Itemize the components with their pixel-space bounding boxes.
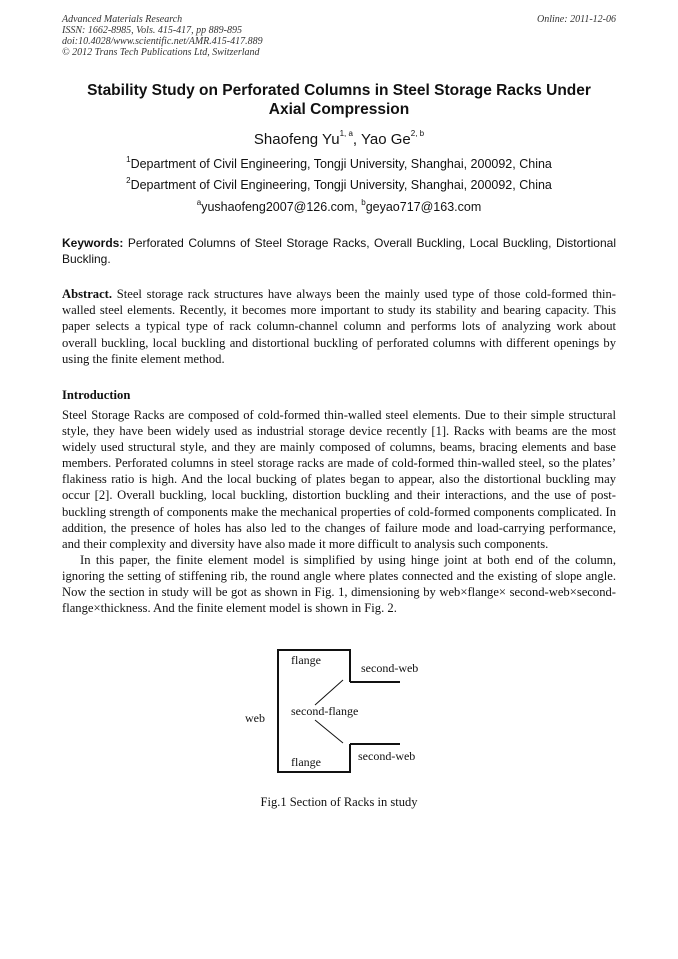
author-2-sup: 2, b: [410, 129, 425, 138]
label-flange-bottom: flange: [291, 755, 321, 769]
label-flange-top: flange: [291, 653, 321, 667]
affiliation-1-sup: 1: [126, 155, 131, 164]
doi-line: doi:10.4028/www.scientific.net/AMR.415-417.889: [62, 36, 263, 47]
title-line-2: Axial Compression: [268, 101, 410, 118]
affiliation-2-text: Department of Civil Engineering, Tongji University, Shanghai, 200092, China: [130, 178, 552, 192]
email-b[interactable]: geyao717@163.com: [365, 200, 482, 214]
author-line: [62, 131, 616, 148]
author-1-sup: 1, a: [339, 129, 353, 138]
journal-header: [62, 14, 263, 58]
label-second-web-bottom: second-web: [358, 749, 416, 763]
abstract-text: Steel storage rack structures have always been the mainly used type of those cold-formed thin-walled steel elements. Recently, it becomes more important to study its stability and bearing capacity. This paper selects a typical type of rack column-channel column and performs lots of analyzing work about overall buckling, local buckling and distortional buckling of perforated columns with different openings by using the finite element method.: [62, 287, 616, 366]
introduction-body: [62, 407, 616, 616]
figure-1-caption: Fig.1 Section of Racks in study: [260, 795, 418, 809]
email-a-sup: a: [196, 198, 202, 207]
email-b-sup: b: [361, 198, 366, 207]
email-a[interactable]: yushaofeng2007@126.com,: [201, 200, 362, 214]
introduction-heading: Introduction: [62, 388, 131, 402]
affiliation-1-text: Department of Civil Engineering, Tongji University, Shanghai, 200092, China: [130, 157, 552, 171]
affiliation-2-sup: 2: [126, 176, 131, 185]
label-web: web: [245, 711, 265, 725]
paper-title: [62, 81, 616, 119]
keywords-block: [62, 235, 616, 267]
keywords-text: Perforated Columns of Steel Storage Racks, Overall Buckling, Local Buckling, Distortional Buckling.: [62, 236, 616, 266]
journal-name: Advanced Materials Research: [62, 14, 183, 25]
author-2: Yao Ge: [360, 131, 411, 148]
email-line: [62, 200, 616, 214]
abstract-block: [62, 286, 616, 367]
leader-line-top: [315, 680, 343, 705]
keywords-label: Keywords:: [62, 236, 124, 250]
affiliation-2: [62, 178, 616, 192]
intro-paragraph-2: In this paper, the finite element model is simplified by using hinge joint at both end of the column, ignoring the setting of stiffening rib, the round angle where plates connected and the existing of slope angle. Now the section in study will be got as shown in Fig. 1, dimensioning by web×flange× second-web×second-flange×thickness. And the finite element model is shown in Fig. 2.: [62, 552, 616, 616]
affiliation-1: [62, 157, 616, 171]
author-separator: ,: [352, 131, 361, 148]
title-line-1: Stability Study on Perforated Columns in Steel Storage Racks Under: [87, 82, 591, 99]
copyright-line: © 2012 Trans Tech Publications Ltd, Switzerland: [62, 47, 260, 58]
author-1: Shaofeng Yu: [253, 131, 340, 148]
label-second-flange: second-flange: [291, 704, 359, 718]
leader-line-bottom: [315, 720, 343, 743]
figure-1: [240, 645, 420, 780]
abstract-label: Abstract.: [62, 287, 113, 301]
intro-paragraph-1: Steel Storage Racks are composed of cold-formed thin-walled steel elements. Due to their simple structural style, they have been widely used as industrial storage device recently [1]. Racks with beams are the most widely used structural style, and they are mainly composed of columns, beams, bracing elements and base members. Perforated columns in steel storage racks are made of cold-formed thin-walled steel, so the plates’ flakiness ratio is high. And the local bucking of plates began to appear, also the distortional buckling may occur [2]. Overall buckling, local buckling, distortion buckling and their interactions, and the use of post-buckling strength of components make the mechanical properties of cold-formed components complicated. In addition, the presence of holes has also led to the changes of failure mode and load-carrying performance, and their complexity and diversity have also made it more difficult to analysis such components.: [62, 408, 616, 551]
online-date: Online: 2011-12-06: [537, 14, 616, 25]
label-second-web-top: second-web: [361, 661, 419, 675]
issn-line: ISSN: 1662-8985, Vols. 415-417, pp 889-895: [62, 25, 242, 36]
